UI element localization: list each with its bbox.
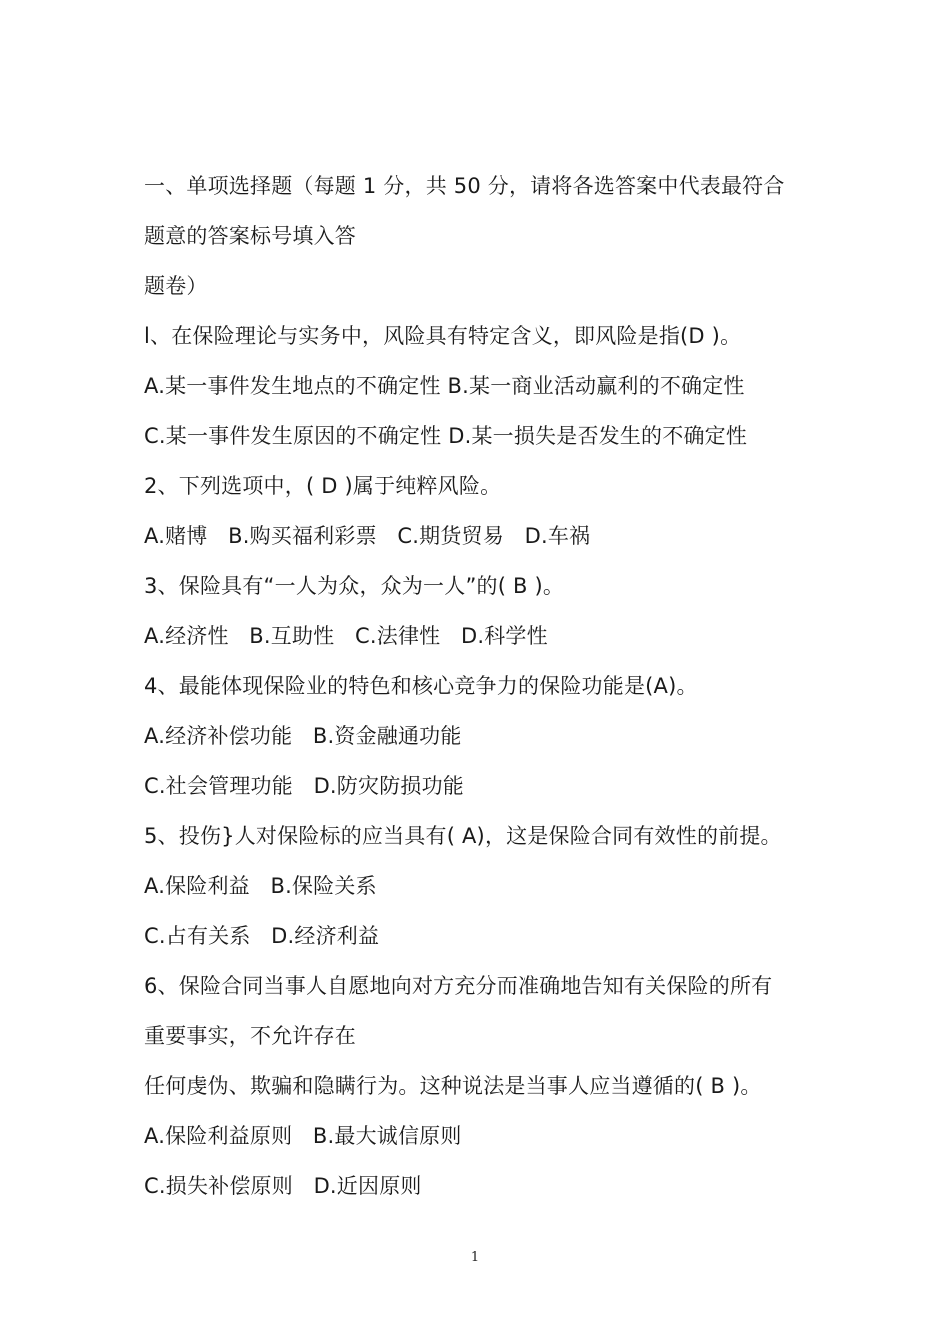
question-5-options-cd: C.占有关系 D.经济利益 [144, 924, 380, 948]
question-6-options-cd: C.损失补偿原则 D.近因原则 [144, 1174, 422, 1198]
question-3-options: A.经济性 B.互助性 C.法律性 D.科学性 [144, 624, 548, 648]
question-1-options-ab: A.某一事件发生地点的不确定性 B.某一商业活动赢利的不确定性 [144, 374, 745, 398]
question-1: l、在保险理论与实务中，风险具有特定含义，即风险是指(D )。 [144, 324, 742, 348]
question-6-options-ab: A.保险利益原则 B.最大诚信原则 [144, 1124, 462, 1148]
question-2: 2、下列选项中，( D )属于纯粹风险。 [144, 474, 502, 498]
question-6-line-3: 任何虔伪、欺骗和隐瞒行为。这种说法是当事人应当遵循的( B )。 [144, 1074, 762, 1098]
question-5-options-ab: A.保险利益 B.保险关系 [144, 874, 377, 898]
question-2-options: A.赌博 B.购买福利彩票 C.期货贸易 D.车祸 [144, 524, 591, 548]
page-number: 1 [470, 1250, 480, 1265]
question-1-options-cd: C.某一事件发生原因的不确定性 D.某一损失是否发生的不确定性 [144, 424, 748, 448]
section-heading-line-3: 题卷） [144, 274, 208, 298]
section-heading-line-2: 题意的答案标号填入答 [144, 224, 356, 248]
section-heading-line-1: 一、单项选择题（每题 1 分，共 50 分，请将各选答案中代表最符合 [144, 174, 785, 198]
question-4-options-ab: A.经济补偿功能 B.资金融通功能 [144, 724, 462, 748]
question-6-line-1: 6、保险合同当事人自愿地向对方充分而准确地告知有关保险的所有 [144, 974, 773, 998]
question-6-line-2: 重要事实，不允许存在 [144, 1024, 356, 1048]
question-3: 3、保险具有“一人为众，众为一人”的( B )。 [144, 574, 565, 598]
question-4: 4、最能体现保险业的特色和核心竞争力的保险功能是(A)。 [144, 674, 698, 698]
question-5: 5、投伤}人对保险标的应当具有( A)，这是保险合同有效性的前提。 [144, 824, 782, 848]
question-4-options-cd: C.社会管理功能 D.防灾防损功能 [144, 774, 465, 798]
